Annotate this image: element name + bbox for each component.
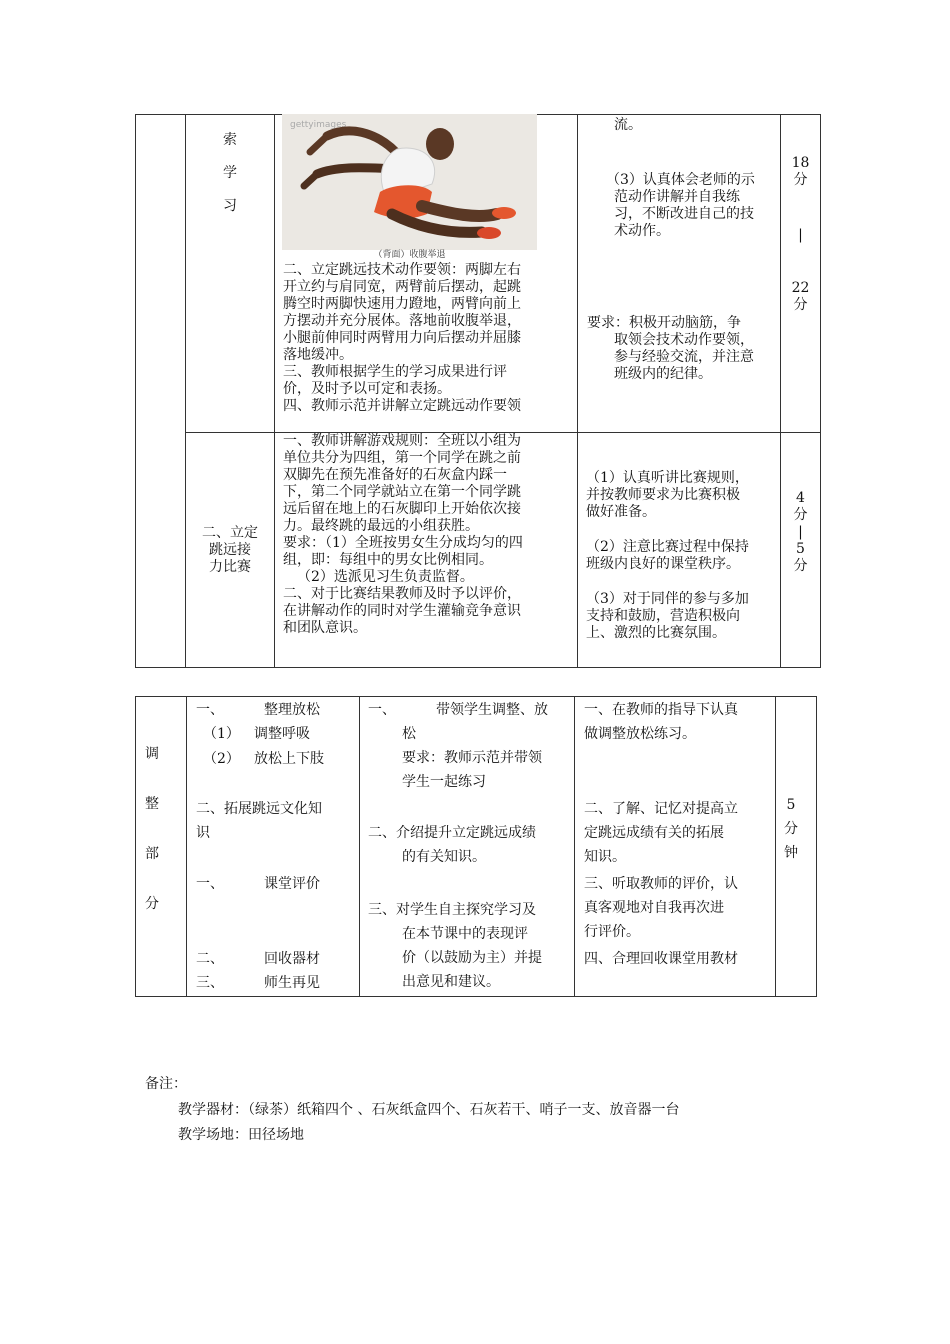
text-line: 定跳远成绩有关的拓展 bbox=[584, 825, 724, 841]
text-line: 在讲解动作的同时对学生灌输竞争意识 bbox=[283, 603, 521, 619]
item-text: 二、拓展跳远文化知 bbox=[196, 801, 322, 817]
teaching-equipment: 教学器材：（绿茶）纸箱四个 、石灰纸盒四个、石灰若干、哨子一支、放音器一台 bbox=[178, 1102, 680, 1118]
section-char: 习 bbox=[223, 198, 237, 214]
text-line: 范动作讲解并自我练 bbox=[614, 189, 740, 205]
text-line: 二、了解、记忆对提高立 bbox=[584, 801, 738, 817]
text-line: 班级内的纪律。 bbox=[614, 366, 712, 382]
item-number: （1） bbox=[203, 726, 240, 742]
text-line: 三、对学生自主探究学习及 bbox=[368, 902, 536, 918]
item-number: 二、 bbox=[196, 951, 224, 967]
text-line: （3）对于同伴的参与多加 bbox=[586, 591, 749, 607]
text-line: 开立约与肩同宽，两臂前后摆动，起跳 bbox=[283, 279, 521, 295]
text-line: 二、介绍提升立定跳远成绩 bbox=[368, 825, 536, 841]
notes-label: 备注： bbox=[145, 1076, 187, 1092]
student-activity-relay bbox=[586, 470, 749, 642]
time-cooldown bbox=[776, 793, 806, 865]
teacher-activity-evaluation bbox=[368, 898, 542, 994]
content-item bbox=[196, 947, 224, 971]
text-line: 班级内良好的课堂秩序。 bbox=[586, 556, 740, 572]
text-line: 术动作。 bbox=[614, 223, 670, 239]
text-line: 取领会技术动作要领， bbox=[614, 332, 754, 348]
text-line: 并按教师要求为比赛积极 bbox=[586, 487, 740, 503]
content-item bbox=[254, 722, 310, 746]
text-line: 的有关知识。 bbox=[402, 849, 486, 865]
teacher-activity-cooldown bbox=[402, 722, 542, 794]
item-number: 三、 bbox=[196, 975, 224, 991]
item-text: 识 bbox=[196, 825, 210, 841]
text-line: 一、在教师的指导下认真 bbox=[584, 702, 738, 718]
text-line: 二、立定 bbox=[202, 525, 258, 541]
text-line: （3）认真体会老师的示 bbox=[606, 172, 755, 188]
item-number: （2） bbox=[203, 751, 240, 767]
content-item bbox=[203, 747, 240, 771]
content-item bbox=[196, 797, 322, 821]
content-item bbox=[264, 872, 320, 896]
text-line: 单位共分为四组，第一个同学在跳之前 bbox=[283, 450, 521, 466]
item-text: 整理放松 bbox=[264, 702, 320, 718]
section-char: 部 bbox=[145, 846, 159, 862]
text-line: 价，及时予以可定和表扬。 bbox=[283, 381, 451, 397]
student-activity-return: 四、合理回收课堂用教材 bbox=[584, 951, 738, 967]
time-text: 5 bbox=[786, 797, 796, 813]
text-line: （1）认真听讲比赛规则， bbox=[586, 470, 749, 486]
time-text: 22 bbox=[791, 280, 810, 296]
text-line: 做调整放松练习。 bbox=[584, 726, 696, 742]
text-line: 力比赛 bbox=[209, 559, 251, 575]
section-char: 调 bbox=[145, 746, 159, 762]
time-row1 bbox=[781, 155, 820, 314]
section-label-cooldown bbox=[136, 742, 168, 916]
watermark: gettyimages bbox=[290, 120, 347, 130]
text-line: 小腿前伸同时两臂用力向后摆动并屈膝 bbox=[283, 330, 521, 346]
section-char: 学 bbox=[223, 165, 237, 181]
text-line: 真客观地对自我再次进 bbox=[584, 900, 724, 916]
section-char: 整 bbox=[145, 796, 159, 812]
content-item bbox=[264, 971, 320, 995]
section-label-explore bbox=[186, 132, 274, 231]
time-text: 5 bbox=[796, 541, 805, 557]
student-activity-practice bbox=[606, 172, 755, 240]
text-line: 价（以鼓励为主）并提 bbox=[402, 950, 542, 966]
text-line: 要求：教师示范并带领 bbox=[402, 750, 542, 766]
section-char: 索 bbox=[223, 132, 237, 148]
text-line: 腾空时两脚快速用力蹬地，两臂向前上 bbox=[283, 296, 521, 312]
text-line: 远后留在地上的石灰脚印上开始依次接 bbox=[283, 501, 521, 517]
teacher-item-text: 带领学生调整、放 bbox=[436, 702, 548, 718]
text-line: 跳远接 bbox=[209, 542, 251, 558]
time-text: 4 bbox=[796, 490, 805, 506]
text-line: 学生一起练习 bbox=[402, 774, 486, 790]
teacher-item-number: 一、 bbox=[368, 702, 396, 718]
text-line: 方摆动并充分展体。落地前收腹举退， bbox=[283, 313, 521, 329]
text-line: 一、教师讲解游戏规则：全班以小组为 bbox=[283, 433, 521, 449]
text-line: （2）选派见习生负责监督。 bbox=[297, 569, 474, 585]
teaching-venue: 教学场地：田径场地 bbox=[178, 1127, 304, 1143]
item-number: 一、 bbox=[196, 702, 224, 718]
text-line: 落地缓冲。 bbox=[283, 347, 353, 363]
item-text: 调整呼吸 bbox=[254, 726, 310, 742]
text-line: 下，第二个同学就站立在第一个同学跳 bbox=[283, 484, 521, 500]
student-requirement bbox=[587, 315, 754, 383]
time-text: 分 bbox=[793, 297, 808, 313]
content-item bbox=[196, 821, 210, 845]
text-line: 三、教师根据学生的学习成果进行评 bbox=[283, 364, 507, 380]
text-line: （2）注意比赛过程中保持 bbox=[586, 539, 749, 555]
text-line: 流。 bbox=[614, 117, 642, 133]
photo-caption: （背面）收腹举退 bbox=[373, 250, 446, 260]
long-jump-photo bbox=[282, 114, 537, 250]
item-number: 一、 bbox=[196, 876, 224, 892]
text-line: 松 bbox=[402, 726, 416, 742]
text-line: 二、对于比赛结果教师及时予以评价， bbox=[283, 586, 521, 602]
student-activity-top bbox=[614, 117, 642, 134]
content-item bbox=[203, 722, 240, 746]
time-text: 分 bbox=[784, 821, 798, 837]
time-text: 分 bbox=[793, 172, 808, 188]
text-line: 要求：（1）全班按男女生分成均匀的四 bbox=[283, 535, 523, 551]
content-item bbox=[196, 698, 224, 722]
student-activity-knowledge bbox=[584, 797, 738, 869]
time-text: 分 bbox=[793, 507, 808, 523]
text-line: 和团队意识。 bbox=[283, 620, 367, 636]
text-line: 四、教师示范并讲解立定跳远动作要领 bbox=[283, 398, 521, 414]
text-line: 支持和鼓励，营造积极向 bbox=[586, 608, 740, 624]
section-char: 分 bbox=[145, 896, 159, 912]
section-label-relay bbox=[186, 525, 274, 576]
text-line: 力。最终跳的最远的小组获胜。 bbox=[283, 518, 479, 534]
text-line: 出意见和建议。 bbox=[402, 974, 500, 990]
text-line: 上、激烈的比赛氛围。 bbox=[586, 625, 726, 641]
text-line: 习，不断改进自己的技 bbox=[614, 206, 754, 222]
time-text: | bbox=[798, 227, 803, 243]
student-activity-cooldown bbox=[584, 698, 738, 746]
item-text: 回收器材 bbox=[264, 951, 320, 967]
teacher-activity-technique bbox=[283, 262, 521, 415]
text-line: 要求：积极开动脑筋，争 bbox=[587, 315, 741, 331]
teacher-activity-knowledge bbox=[368, 821, 536, 869]
item-text: 师生再见 bbox=[264, 975, 320, 991]
time-text: | bbox=[798, 524, 803, 540]
content-item bbox=[264, 698, 320, 722]
text-line: 双脚先在预先准备好的石灰盒内踩一 bbox=[283, 467, 507, 483]
text-line: 二、立定跳远技术动作要领：两脚左右 bbox=[283, 262, 521, 278]
time-text: 钟 bbox=[784, 845, 798, 861]
time-text: 分 bbox=[793, 558, 808, 574]
student-activity-evaluation bbox=[584, 872, 738, 944]
time-row2 bbox=[781, 490, 820, 575]
content-item bbox=[264, 947, 320, 971]
long-jumper-illustration bbox=[282, 114, 537, 250]
content-item bbox=[196, 971, 224, 995]
item-text: 课堂评价 bbox=[264, 876, 320, 892]
item-text: 放松上下肢 bbox=[254, 751, 324, 767]
teacher-activity-relay bbox=[283, 433, 523, 637]
text-line: 行评价。 bbox=[584, 924, 640, 940]
text-line: 在本节课中的表现评 bbox=[402, 926, 528, 942]
content-item bbox=[196, 872, 224, 896]
text-line: 参与经验交流，并注意 bbox=[614, 349, 754, 365]
text-line: 做好准备。 bbox=[586, 504, 656, 520]
time-text: 18 bbox=[791, 155, 810, 171]
content-item bbox=[254, 747, 324, 771]
text-line: 知识。 bbox=[584, 849, 626, 865]
text-line: 三、听取教师的评价，认 bbox=[584, 876, 738, 892]
text-line: 组，即：每组中的男女比例相同。 bbox=[283, 552, 493, 568]
